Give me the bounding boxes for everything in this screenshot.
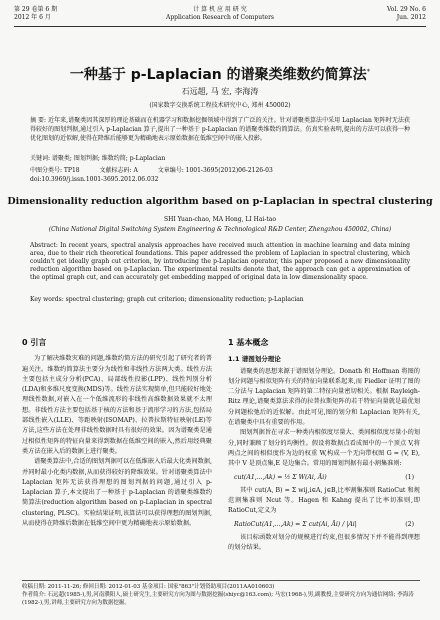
abstract-en: Abstract: In recent years, spectral analysis approaches have received much attention in machine learning and data mining area, due to their rich theoretical foundations. This paper addressed the problem of Laplacian in spectral clustering, which couldn't get ideally graph cut criterion, by introducing the p-Laplacian operator, this paper proposed a new dimensionality reduction algorithm based on p-Laplacian. The experimental results denote that, the approach can get a approximation of the optimal graph cut, and can accurately get embedding mapped of original data in low dimensionality space. (30, 242, 410, 281)
basics-paragraph-1: 谱聚类的思想来源于谱图划分理论。Donath 和 Hoffman 将图的划分问题与相似矩阵有关的特征向量联系起来,而 Fiedler 证明了图的二分法与 Laplacian 矩阵的第二特征向量密切相关。根据 Rayleigh-Ritz 理论,谱聚类算法求得的拉普拉斯矩阵的若干特征向量就是最优划分问题松弛后的近似解。由此可见,图的划分和 Laplacian 矩阵有关,在谱聚类中具有重要的作用。 (228, 367, 420, 427)
abstract-cn: 摘 要: 近年来,谱聚类因其深厚的理论基础而在机器学习和数据挖掘领域中得到了广泛的关注。针对谱聚类算法中采用 Laplacian 矩阵时无法获得较好的图划判据,通过引入 p-Laplacian 算子,提出了一种基于 p-Laplacian 的谱聚类维数约简算法。仿真实验表明,提出的方法可以获得一种优化图划的近似解,使得在降维后能够更为精确地表示原始数据在低维空间中的嵌入投影。 (30, 117, 410, 142)
equation-1-number: (1) (405, 473, 414, 481)
affiliation: (国家数字交换系统工程技术研究中心, 郑州 450002) (149, 102, 291, 109)
subsection-heading: 1.1 谱图划分理论 (228, 355, 281, 364)
doi: doi:10.3969/j.issn.1001-3695.2012.06.032 (30, 176, 159, 183)
paper-title (0, 64, 440, 84)
keywords-cn: 关键词: 谱聚类; 图划判据; 维数约简; p-Laplacian (30, 155, 166, 162)
equation-2 (234, 520, 414, 530)
clc-number: 中图分类号: TP18 (30, 167, 80, 174)
keywords-en: Key words: spectral clustering; graph cut criterion; dimensionality reduction; p-Laplacian (30, 296, 304, 303)
basics-paragraph-3: 其中 cut(A, B) = Σ wij,i∈A, j∈B,比率割集准则 RatioCut 和规范割集准则 Ncut 等。Hagen 和 Kahng 提出了比率切准则,即 RatioCut,定义为 (228, 486, 420, 515)
english-authors: SHI Yuan-chao, MA Hong, LI Hai-tao (164, 216, 276, 223)
volume-info: Vol. 29 No. 6 Jun. 2012 (386, 6, 426, 21)
left-column (22, 338, 212, 529)
authors: 石远超, 马 宏, 李海涛 (181, 87, 259, 96)
equation-1 (234, 473, 414, 483)
title-footnote-mark: * (366, 67, 371, 76)
equation-1-body: cut(A1,...,Ak) = ½ Σ W(Ai, Āi) (234, 473, 327, 481)
document-code: 文献标志码: A (99, 167, 138, 174)
english-title: Dimensionality reduction algorithm based on p-Laplacian in spectral clustering (7, 196, 433, 207)
footnote: 收稿日期: 2011-11-26; 修回日期: 2012-01-03 基金项目: 国家"863"计划资助项目(2011AA010603) 作者简介: 石远超(1985-),男,河南濮阳人,硕士研究生,主要研究方向为图与数据挖掘(shiyc@163.com); 马宏(1968-),男,副教授,主要研究方向为通信网络; 李海涛(1982-),男,讲师,主要研究方向为数据挖掘。 (22, 580, 420, 607)
running-header (14, 4, 426, 27)
right-column (228, 338, 420, 554)
basics-paragraph-2: 图划判据旨在寻求一种类内相似度尽量大、类间相似度尽量小的划分,同时兼顾了划分的均衡性。假设将数据点看成图中的一个顶点 V,将两点之间的相似度作为边的权重 W,构成一个无向带权图 G = (V, E),其中 V 是顶点集,E 是边集合。常用的图划判据有最小割集准则: (228, 429, 420, 468)
english-affiliation: (China National Digital Switching System Engineering & Technological R&D Center, Zhengzhou 450002, China) (48, 226, 392, 233)
journal-issue: 第 29 卷第 6 期 2012 年 6 月 (14, 6, 58, 21)
section-basics-heading: 1 基本概念 (228, 338, 269, 347)
basics-paragraph-4: 该目标函数对划分的规模进行约束,但很多情况下并不能得到理想的划分结果。 (228, 534, 420, 552)
paper-title-text: 一种基于 p-Laplacian 的谱聚类维数约简算法 (69, 67, 367, 83)
classification-info (30, 166, 410, 175)
article-number: 文章编号: 1001-3695(2012)06-2126-03 (157, 167, 273, 174)
intro-paragraph-2: 谱聚类算法中,合适的图划判据可以在低维嵌入后最大化类间数据,并同时最小化类内数据,从而获得较好的降维效果。针对谱聚类算法中 Laplacian 矩阵无法获得理想的图划判据的问题,通过引入 p-Laplacian 算子,本文提出了一种基于 p-Laplacian 的谱聚类维数约简算法(reduction algorithm based on p-Laplacian in spectral clustering, PLSC)。实验结果证明,该算法可以获得理想的图划判据,从而使得在降维后数据在低维空间中更为精确地表示原始数据。 (22, 458, 212, 528)
equation-2-body: RatioCut(A1,...,Ak) = Σ cut(Ai, Āi) / |Ai| (234, 520, 357, 528)
equation-2-number: (2) (405, 520, 414, 528)
section-introduction-heading: 0 引言 (22, 338, 47, 347)
intro-paragraph-1: 为了解决维数灾难的问题,维数约简方法的研究引起了研究者的普遍关注。维数约简算法主要分为线性和非线性方法两大类。线性方法主要包括主成分分析(PCA)、局部线性投影(LPP)、线性判别分析(LDA)和多维尺度变换(MDS)等。线性方法实现简单,但只能较好地处理线性数据,对嵌入在一个低维流形的非线性高维数据效果就不太理想。非线性方法主要包括基于核的方法和基于流形学习的方法,包括局部线性嵌入(LLE)、等距映射(ISOMAP)、拉普拉斯特征映射(LE)等方法,这些方法在处理非线性数据时具有很好的效果。因为谱聚类是通过相似性矩阵的特征向量来得到数据在低维空间的嵌入,然后用经典聚类方法在嵌入后的数据上进行聚类。 (22, 355, 212, 455)
journal-name: 计 算 机 应 用 研 究 Application Research of Computers (165, 6, 275, 21)
